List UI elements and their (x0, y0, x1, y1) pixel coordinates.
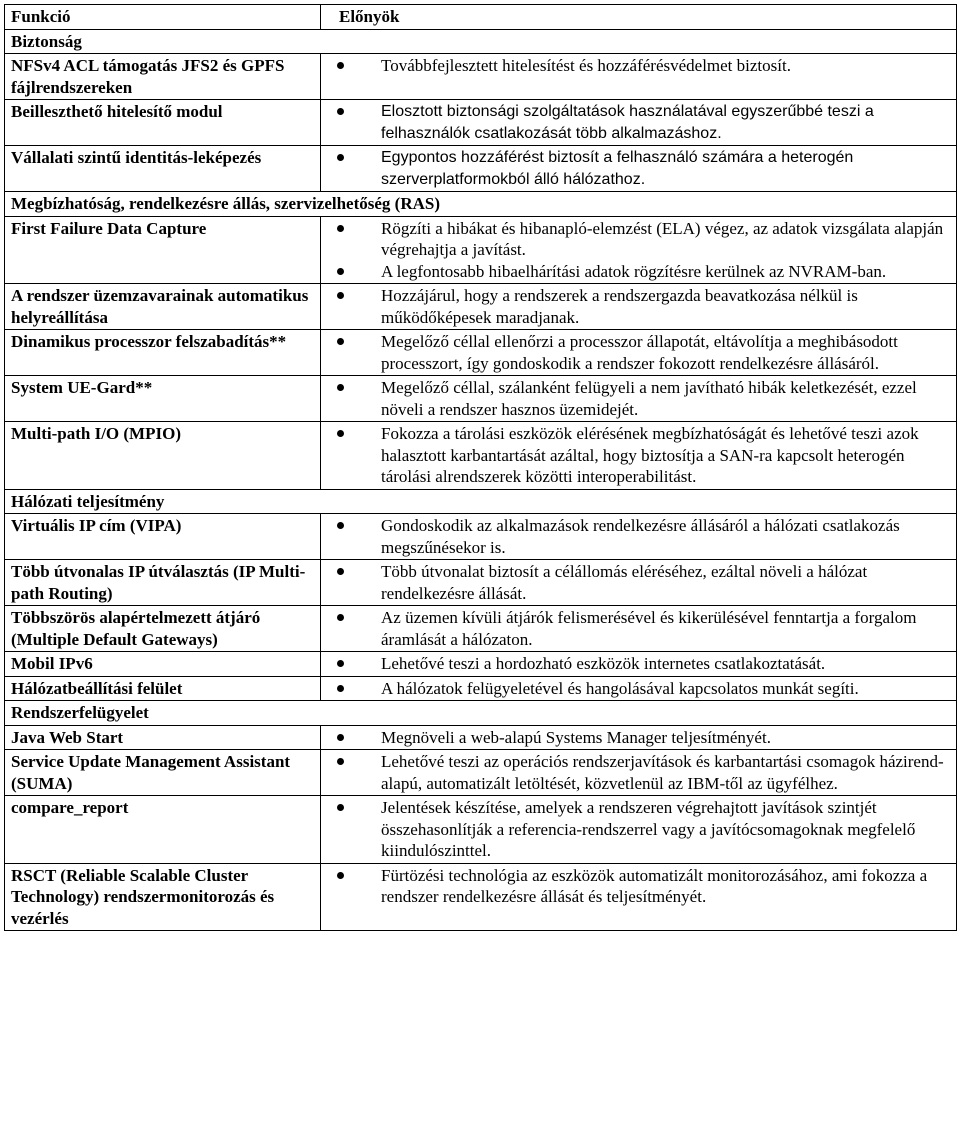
feature-cell: Több útvonalas IP útválasztás (IP Multi-path Routing) (5, 560, 321, 606)
benefits-list (327, 423, 951, 488)
benefits-cell (321, 422, 957, 490)
bullet-icon (337, 292, 344, 299)
table-row (5, 100, 957, 146)
feature-cell: Többszörös alapértelmezett átjáró (Multiple Default Gateways) (5, 606, 321, 652)
feature-cell: Hálózatbeállítási felület (5, 676, 321, 701)
benefits-list (327, 865, 951, 908)
feature-cell: Mobil IPv6 (5, 652, 321, 677)
bullet-icon (337, 614, 344, 621)
section-row (5, 701, 957, 726)
benefits-list (327, 377, 951, 420)
bullet-icon (337, 430, 344, 437)
benefits-cell (321, 725, 957, 750)
benefits-list (327, 101, 951, 144)
list-item (327, 653, 951, 675)
list-item (327, 423, 951, 488)
table-row (5, 863, 957, 931)
benefits-list (327, 751, 951, 794)
feature-cell: Dinamikus processzor felszabadítás** (5, 330, 321, 376)
benefits-cell (321, 514, 957, 560)
feature-cell: System UE-Gard** (5, 376, 321, 422)
bullet-icon (337, 384, 344, 391)
benefit-text: Megelőző céllal, szálanként felügyeli a nem javítható hibák keletkezését, ezzel növeli a rendszer hasznos üzemidejét. (381, 378, 917, 419)
benefit-text: Gondoskodik az alkalmazások rendelkezésre állásáról a hálózati csatlakozás megszűnésekor is. (381, 516, 900, 557)
table-row (5, 514, 957, 560)
table-row (5, 725, 957, 750)
table-row (5, 796, 957, 864)
list-item (327, 147, 951, 190)
benefits-cell (321, 676, 957, 701)
feature-cell: Virtuális IP cím (VIPA) (5, 514, 321, 560)
table-row (5, 676, 957, 701)
bullet-icon (337, 154, 344, 161)
table-row (5, 284, 957, 330)
benefit-text: Jelentések készítése, amelyek a rendszeren végrehajtott javítások szintjét összehasonlítják a referencia-rendszerrel vagy a javítócsomagoknak megfelelő kiindulószinttel. (381, 798, 916, 860)
benefit-text: Megnöveli a web-alapú Systems Manager teljesítményét. (381, 727, 771, 747)
feature-cell: Service Update Management Assistant (SUMA) (5, 750, 321, 796)
list-item (327, 331, 951, 374)
benefits-list (327, 653, 951, 675)
section-row (5, 29, 957, 54)
bullet-icon (337, 338, 344, 345)
table-header-row (5, 5, 957, 30)
section-row (5, 489, 957, 514)
section-row (5, 192, 957, 217)
benefit-text: A legfontosabb hibaelhárítási adatok rögzítésre kerülnek az NVRAM-ban. (381, 261, 887, 281)
bullet-icon (337, 268, 344, 275)
table-row (5, 330, 957, 376)
list-item (327, 261, 951, 283)
list-item (327, 865, 951, 908)
benefits-cell (321, 863, 957, 931)
benefits-cell (321, 606, 957, 652)
benefits-cell (321, 560, 957, 606)
table-row (5, 422, 957, 490)
bullet-icon (337, 62, 344, 69)
section-title: Megbízhatóság, rendelkezésre állás, szervizelhetőség (RAS) (5, 192, 957, 217)
table-row (5, 560, 957, 606)
feature-cell: RSCT (Reliable Scalable Cluster Technology) rendszermonitorozás és vezérlés (5, 863, 321, 931)
benefit-text: Egypontos hozzáférést biztosít a felhasználó számára a heterogén szerverplatformokból álló hálózathoz. (381, 149, 854, 188)
table-row (5, 54, 957, 100)
section-title: Hálózati teljesítmény (5, 489, 957, 514)
benefits-list (327, 678, 951, 700)
list-item (327, 377, 951, 420)
benefits-list (327, 331, 951, 374)
bullet-icon (337, 522, 344, 529)
bullet-icon (337, 568, 344, 575)
list-item (327, 515, 951, 558)
benefit-text: Hozzájárul, hogy a rendszerek a rendszergazda beavatkozása nélkül is működőképesek maradjanak. (381, 286, 858, 327)
list-item (327, 561, 951, 604)
table-row (5, 606, 957, 652)
benefit-text: Az üzemen kívüli átjárók felismerésével és kikerülésével fenntartja a forgalom áramlását a hálózaton. (381, 608, 917, 649)
list-item (327, 751, 951, 794)
benefits-list (327, 147, 951, 190)
feature-cell: First Failure Data Capture (5, 216, 321, 284)
feature-cell: compare_report (5, 796, 321, 864)
feature-table-body (5, 5, 957, 931)
benefits-cell (321, 284, 957, 330)
benefits-list (327, 797, 951, 862)
benefits-cell (321, 100, 957, 146)
benefits-cell (321, 216, 957, 284)
bullet-icon (337, 872, 344, 879)
list-item (327, 101, 951, 144)
benefit-text: A hálózatok felügyeletével és hangolásával kapcsolatos munkát segíti. (381, 678, 859, 698)
benefits-list (327, 515, 951, 558)
bullet-icon (337, 225, 344, 232)
list-item (327, 218, 951, 261)
table-row (5, 750, 957, 796)
benefits-cell (321, 330, 957, 376)
benefits-cell (321, 652, 957, 677)
benefits-cell (321, 54, 957, 100)
feature-cell: Java Web Start (5, 725, 321, 750)
benefits-list (327, 561, 951, 604)
benefit-text: Lehetővé teszi az operációs rendszerjavítások és karbantartási csomagok házirend-alapú, automatizált letöltését, közvetlenül az IBM-től az ügyfélhez. (381, 752, 944, 793)
benefit-text: Rögzíti a hibákat és hibanapló-elemzést (ELA) végez, az adatok vizsgálata alapján végrehajtja a javítást. (381, 218, 944, 259)
benefits-list (327, 285, 951, 328)
table-row (5, 652, 957, 677)
table-row (5, 146, 957, 192)
benefit-text: Fürtözési technológia az eszközök automatizált monitorozásához, ami fokozza a rendszer rendelkezésre állását és teljesítményét. (381, 865, 928, 906)
feature-cell: A rendszer üzemzavarainak automatikus helyreállítása (5, 284, 321, 330)
feature-cell: NFSv4 ACL támogatás JFS2 és GPFS fájlrendszereken (5, 54, 321, 100)
header-feature: Funkció (5, 5, 321, 30)
benefit-text: Több útvonalat biztosít a célállomás eléréséhez, ezáltal növeli a hálózat rendelkezésre állását. (381, 562, 868, 603)
list-item (327, 727, 951, 749)
list-item (327, 285, 951, 328)
feature-cell: Vállalati szintű identitás-leképezés (5, 146, 321, 192)
benefits-cell (321, 146, 957, 192)
bullet-icon (337, 734, 344, 741)
list-item (327, 55, 951, 77)
table-row (5, 376, 957, 422)
section-title: Biztonság (5, 29, 957, 54)
benefits-list (327, 55, 951, 77)
benefits-cell (321, 750, 957, 796)
benefits-cell (321, 376, 957, 422)
bullet-icon (337, 660, 344, 667)
benefit-text: Megelőző céllal ellenőrzi a processzor állapotát, eltávolítja a meghibásodott processzort, így gondoskodik a rendszer fokozott rendelkezésre állásáról. (381, 332, 898, 373)
header-benefits: Előnyök (321, 5, 957, 30)
feature-cell: Multi-path I/O (MPIO) (5, 422, 321, 490)
benefits-list (327, 727, 951, 749)
list-item (327, 797, 951, 862)
benefit-text: Fokozza a tárolási eszközök elérésének megbízhatóságát és lehetővé teszi azok halasztott karbantartását azáltal, hogy biztosítja a SAN-ra kapcsolt heterogén tárolási alrendszerek közötti interoperabilitást. (381, 424, 919, 486)
bullet-icon (337, 804, 344, 811)
feature-table (4, 4, 957, 931)
benefits-list (327, 607, 951, 650)
benefit-text: Lehetővé teszi a hordozható eszközök internetes csatlakoztatását. (381, 654, 826, 673)
bullet-icon (337, 685, 344, 692)
table-row (5, 216, 957, 284)
bullet-icon (337, 758, 344, 765)
document-page (4, 4, 956, 931)
list-item (327, 678, 951, 700)
benefit-text: Elosztott biztonsági szolgáltatások használatával egyszerűbbé teszi a felhasználók csatlakozását több alkalmazáshoz. (381, 103, 874, 142)
benefit-text: Továbbfejlesztett hitelesítést és hozzáférésvédelmet biztosít. (381, 56, 791, 75)
benefits-cell (321, 796, 957, 864)
benefits-list (327, 218, 951, 283)
section-title: Rendszerfelügyelet (5, 701, 957, 726)
list-item (327, 607, 951, 650)
bullet-icon (337, 108, 344, 115)
feature-cell: Beilleszthető hitelesítő modul (5, 100, 321, 146)
